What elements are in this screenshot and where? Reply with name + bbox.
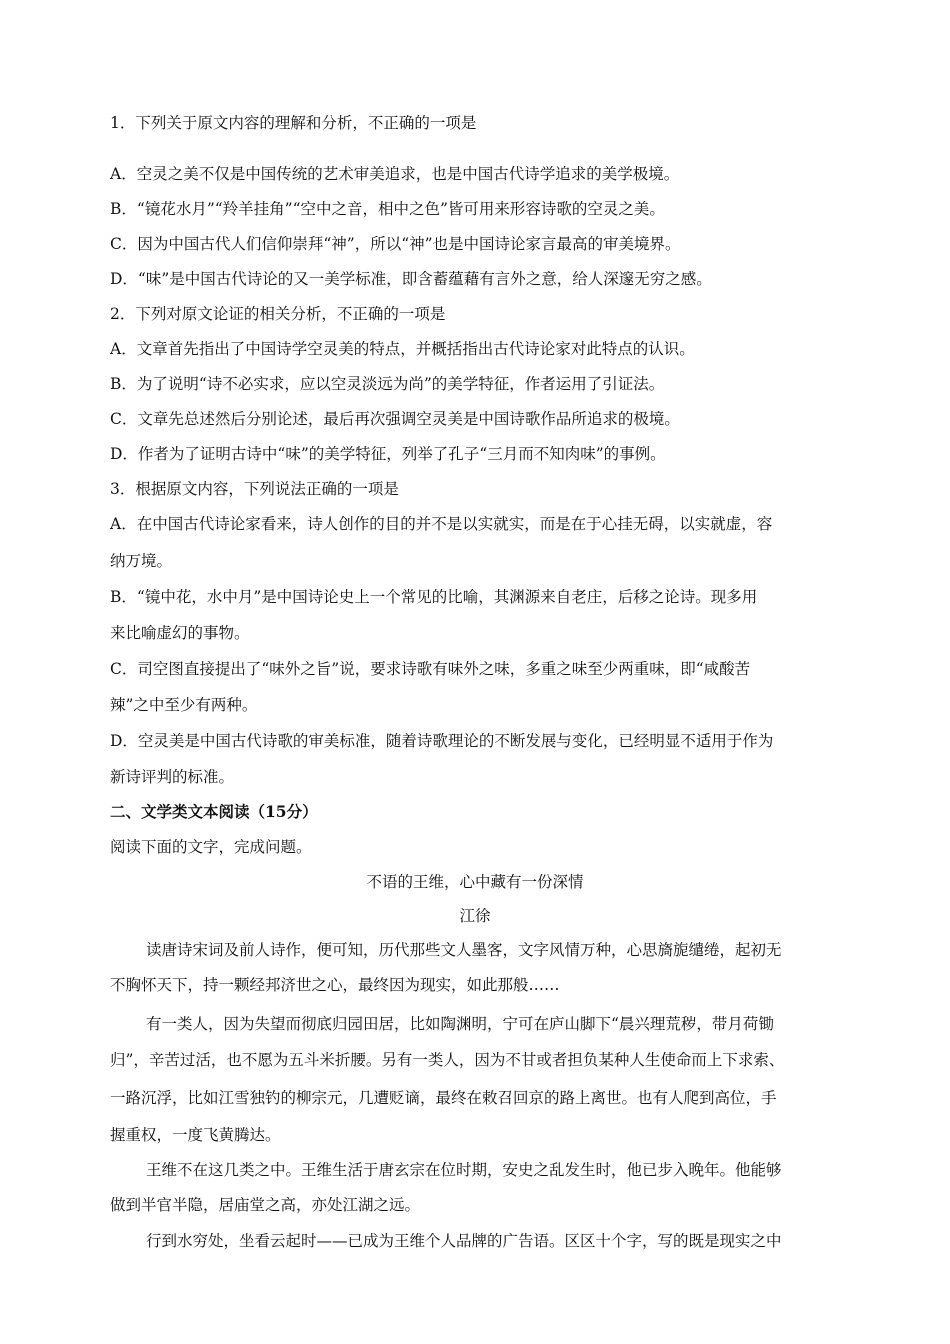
question-1-option-d: D．“味”是中国古代诗论的又一美学标准，即含蓄蕴藉有言外之意，给人深邃无穷之感。 [110, 270, 712, 288]
question-2-option-c: C．文章先总述然后分别论述，最后再次强调空灵美是中国诗歌作品所追求的极境。 [110, 410, 680, 428]
question-3-option-a-line1: A．在中国古代诗论家看来，诗人创作的目的并不是以实就实，而是在于心挂无碍，以实就虚，容 [110, 515, 773, 533]
question-3-option-d-line1: D．空灵美是中国古代诗歌的审美标准，随着诗歌理论的不断发展与变化，已经明显不适用于作为 [110, 732, 774, 750]
question-1-option-c: C．因为中国古代人们信仰崇拜“神”，所以“神”也是中国诗论家言最高的审美境界。 [110, 235, 681, 253]
question-3-stem: 3．根据原文内容，下列说法正确的一项是 [110, 480, 399, 498]
question-3-option-a-line2: 纳万境。 [110, 552, 173, 570]
section-2-instruction: 阅读下面的文字，完成问题。 [110, 838, 312, 856]
article-paragraph-3-line1: 王维不在这几类之中。王维生活于唐玄宗在位时期，安史之乱发生时，他已步入晚年。他能够 [146, 1161, 782, 1179]
question-1-option-a: A．空灵之美不仅是中国传统的艺术审美追求，也是中国古代诗学追求的美学极境。 [110, 165, 680, 183]
article-paragraph-2-line1: 有一类人，因为失望而彻底归园田居，比如陶渊明，宁可在庐山脚下“晨兴理荒秽，带月荷锄 [146, 1015, 774, 1033]
article-paragraph-2-line2: 归”，辛苦过活，也不愿为五斗米折腰。另有一类人，因为不甘或者担负某种人生使命而上下求索、 [110, 1051, 785, 1069]
article-paragraph-1-line2: 不胸怀天下，持一颗经邦济世之心，最终因为现实，如此那般…… [110, 976, 560, 994]
question-2-option-a: A．文章首先指出了中国诗学空灵美的特点，并概括指出古代诗论家对此特点的认识。 [110, 340, 695, 358]
article-paragraph-3-line2: 做到半官半隐，居庙堂之高，亦处江湖之远。 [110, 1196, 421, 1214]
question-3-option-c-line1: C．司空图直接提出了“味外之旨”说，要求诗歌有味外之味，多重之味至少两重味，即“咸酸苦 [110, 660, 751, 678]
article-paragraph-2-line3: 一路沉浮，比如江雪独钓的柳宗元，几遭贬谪，最终在敕召回京的路上离世。也有人爬到高位，手 [110, 1089, 777, 1107]
question-3-option-b-line1: B．“镜中花，水中月”是中国诗论史上一个常见的比喻，其渊源来自老庄，后移之论诗。现多用 [110, 588, 758, 606]
question-3-option-c-line2: 辣”之中至少有两种。 [110, 696, 258, 714]
question-1-stem: 1．下列关于原文内容的理解和分析，不正确的一项是 [110, 114, 477, 132]
question-2-option-d: D．作者为了证明古诗中“味”的美学特征，列举了孔子“三月而不知肉味”的事例。 [110, 445, 666, 463]
section-2-heading: 二、文学类文本阅读（15分） [110, 802, 318, 821]
question-3-option-b-line2: 来比喻虚幻的事物。 [110, 624, 250, 642]
article-paragraph-2-line4: 握重权，一度飞黄腾达。 [110, 1126, 281, 1144]
question-1-option-b: B．“镜花水月”“羚羊挂角”“空中之音，相中之色”皆可用来形容诗歌的空灵之美。 [110, 200, 665, 218]
article-title: 不语的王维，心中藏有一份深情 [366, 873, 584, 891]
article-paragraph-1-line1: 读唐诗宋词及前人诗作，便可知，历代那些文人墨客，文字风情万种，心思旖旎缱绻，起初无 [146, 941, 782, 959]
question-3-option-d-line2: 新诗评判的标准。 [110, 768, 235, 786]
article-paragraph-4-line1: 行到水穷处，坐看云起时——已成为王维个人品牌的广告语。区区十个字，写的既是现实之中 [146, 1232, 782, 1250]
question-2-stem: 2．下列对原文论证的相关分析，不正确的一项是 [110, 305, 446, 323]
article-author: 江徐 [459, 907, 491, 925]
question-2-option-b: B．为了说明“诗不必实求，应以空灵淡远为尚”的美学特征，作者运用了引证法。 [110, 375, 665, 393]
